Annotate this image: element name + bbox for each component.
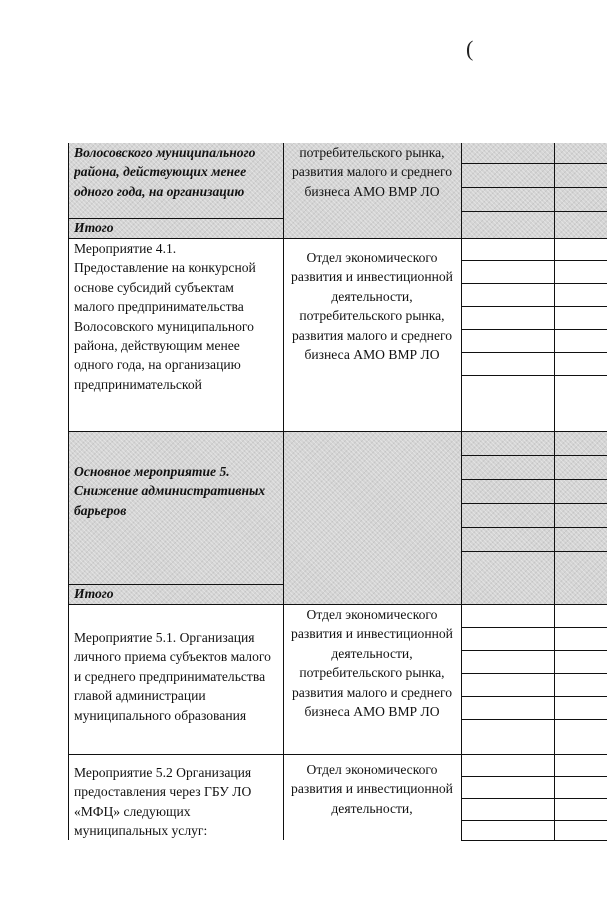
grid-vline-left xyxy=(68,143,69,840)
block-7-col2: Отдел экономического развития и инвестиционной деятельности, xyxy=(291,762,453,816)
block-1-col1: Волосовского муниципального района, действующих менее одного года, на организацию xyxy=(74,145,256,199)
grid-subrow xyxy=(461,696,607,697)
grid-subrow xyxy=(461,375,607,376)
grid-subrow xyxy=(461,306,607,307)
grid-subrow xyxy=(461,479,607,480)
grid-subrow xyxy=(461,329,607,330)
page-mark: ( xyxy=(466,36,474,61)
block-5-total: Итого xyxy=(74,586,114,601)
grid-subrow xyxy=(461,352,607,353)
grid-hline xyxy=(68,584,283,585)
grid-subrow xyxy=(461,260,607,261)
grid-hline xyxy=(68,431,607,432)
grid-vline-col3 xyxy=(461,143,462,840)
block-1-col2: потребительского рынка, развития малого и среднего бизнеса АМО ВМР ЛО xyxy=(291,145,453,199)
grid-hline xyxy=(68,754,607,755)
block-6-col2: Отдел экономического развития и инвестиционной деятельности, потребительского рынка, развития малого и среднего бизнеса АМО ВМР ЛО xyxy=(291,607,453,720)
grid-subrow xyxy=(461,163,607,164)
grid-hline xyxy=(68,218,283,219)
grid-subrow xyxy=(461,551,607,552)
grid-subrow xyxy=(461,627,607,628)
grid-hline xyxy=(68,238,607,239)
grid-hline xyxy=(68,604,607,605)
grid-subrow xyxy=(461,527,607,528)
grid-subrow xyxy=(461,719,607,720)
grid-subrow xyxy=(461,283,607,284)
grid-subrow xyxy=(461,211,607,212)
block-3-col2: Отдел экономического развития и инвестиционной деятельности, потребительского рынка, развития малого и среднего бизнеса АМО ВМР ЛО xyxy=(291,250,453,363)
grid-vline-col4 xyxy=(554,143,555,840)
grid-subrow xyxy=(461,187,607,188)
grid-subrow xyxy=(461,650,607,651)
block-3-col1: Мероприятие 4.1. Предоставление на конкурсной основе субсидий субъектам малого предпринимательства Волосовского муниципального района, действующим менее одного года, на организацию предпринимательской xyxy=(74,241,256,392)
grid-subrow xyxy=(461,503,607,504)
grid-subrow xyxy=(461,798,607,799)
grid-subrow xyxy=(461,840,607,841)
block-2-total: Итого xyxy=(74,220,114,235)
grid-subrow xyxy=(461,820,607,821)
block-4-col1: Основное мероприятие 5. Снижение административных барьеров xyxy=(74,464,266,518)
block-6-col1: Мероприятие 5.1. Организация личного приема субъектов малого и среднего предпринимательства главой администрации муниципального образования xyxy=(74,630,271,723)
grid-subrow xyxy=(461,455,607,456)
grid-subrow xyxy=(461,776,607,777)
grid-vline-col2 xyxy=(283,143,284,840)
block-4-col2 xyxy=(286,440,458,460)
grid-subrow xyxy=(461,673,607,674)
block-7-col1: Мероприятие 5.2 Организация предоставления через ГБУ ЛО «МФЦ» следующих муниципальных услуг: xyxy=(74,765,252,839)
